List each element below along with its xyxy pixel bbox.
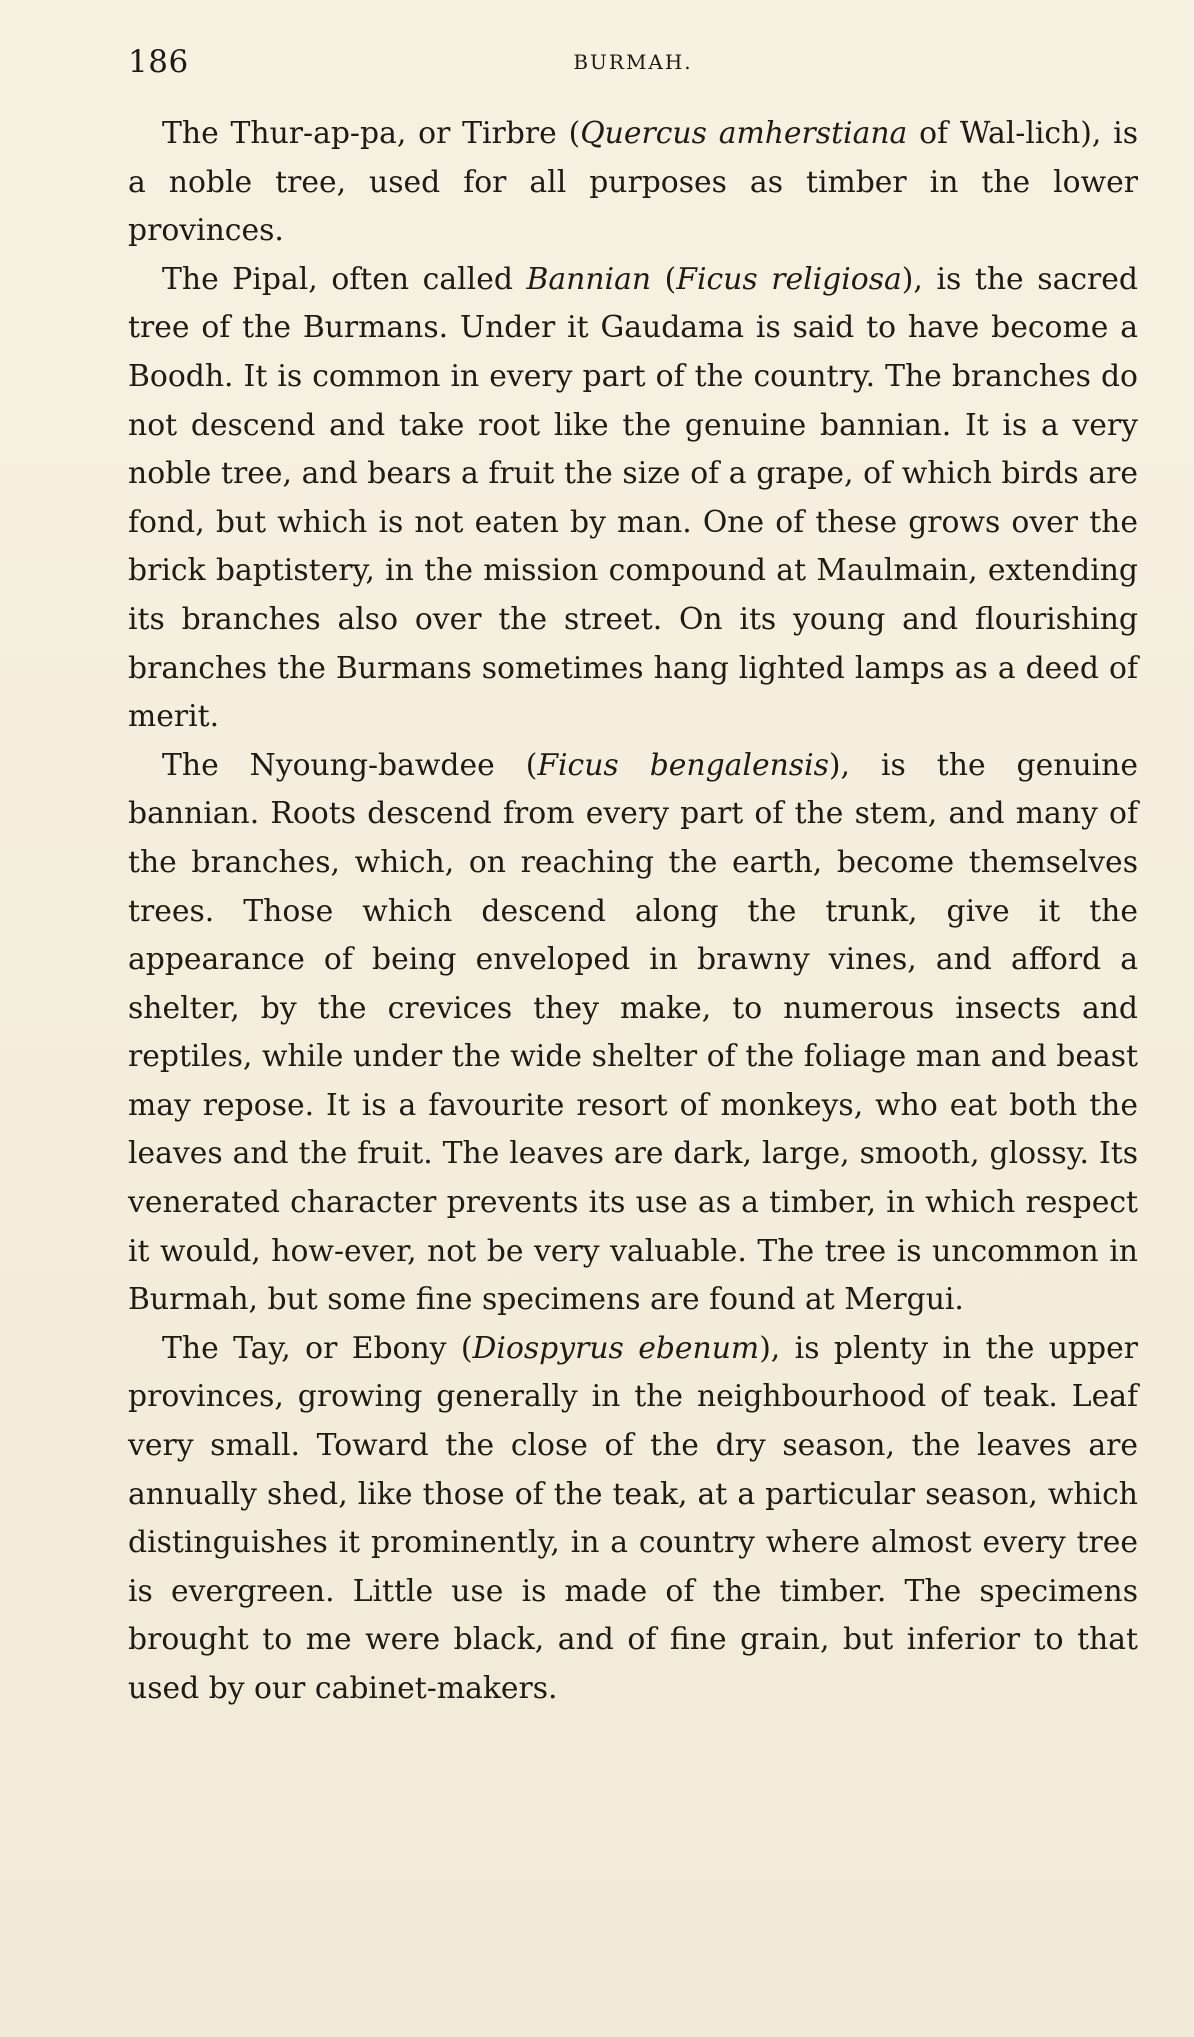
latin-name: Quercus amherstiana <box>580 116 908 151</box>
paragraph-thur-ap-pa <box>128 110 1138 256</box>
italic-name: Bannian <box>526 261 652 297</box>
latin-name: Diospyrus ebenum <box>472 1330 760 1366</box>
text-segment: ( <box>651 261 677 297</box>
page-header <box>128 42 1138 82</box>
paragraph-nyoung-bawdee <box>128 742 1138 1325</box>
running-head: BURMAH. <box>573 50 693 74</box>
text-segment: The Thur-ap-pa, or Tirbre ( <box>162 116 581 151</box>
text-segment: ), is the genuine bannian. Roots descend from every part of the stem, and many of the branches, which, on reaching the earth, become themselves trees. Those which descend along the trunk, give it the appearance of being enveloped in brawny vines, and afford a shelter, by the crevices they make, to numerous insects and reptiles, while under the wide shelter of the foliage man and beast may repose. It is a favourite resort of monkeys, who eat both the leaves and the fruit. The leaves are dark, large, smooth, glossy. Its venerated character prevents its use as a timber, in which respect it would, how-ever, not be very valuable. The tree is uncommon in Burmah, but some fine specimens are found at Mergui. <box>128 747 1138 1318</box>
text-segment: The Tay, or Ebony ( <box>162 1330 473 1366</box>
page-body <box>128 110 1138 1714</box>
text-segment: ), is plenty in the upper provinces, growing generally in the neighbourhood of teak. Leaf very small. Toward the close of the dry season, the leaves are annually shed, like those of the teak, at a particular season, which distinguishes it prominently, in a country where almost every tree is evergreen. Little use is made of the timber. The specimens brought to me were black, and of fine grain, but inferior to that used by our cabinet-makers. <box>128 1330 1139 1706</box>
text-segment: The Pipal, often called <box>162 261 527 297</box>
latin-name: Ficus religiosa <box>676 261 902 297</box>
text-segment: of Wal-lich), is a noble tree, used for all purposes as timber in the lower provinces. <box>128 116 1138 249</box>
paragraph-tay-ebony <box>128 1325 1138 1714</box>
paragraph-pipal <box>128 256 1138 742</box>
text-segment: ), is the sacred tree of the Burmans. Under it Gaudama is said to have become a Boodh. It is common in every part of the country. The branches do not descend and take root like the genuine bannian. It is a very noble tree, and bears a fruit the size of a grape, of which birds are fond, but which is not eaten by man. One of these grows over the brick baptistery, in the mission compound at Maulmain, extending its branches also over the street. On its young and flourishing branches the Burmans sometimes hang lighted lamps as a deed of merit. <box>128 261 1138 735</box>
latin-name: Ficus bengalensis <box>537 747 829 783</box>
text-segment: The Nyoung-bawdee ( <box>162 747 538 783</box>
page-number: 186 <box>128 44 189 80</box>
